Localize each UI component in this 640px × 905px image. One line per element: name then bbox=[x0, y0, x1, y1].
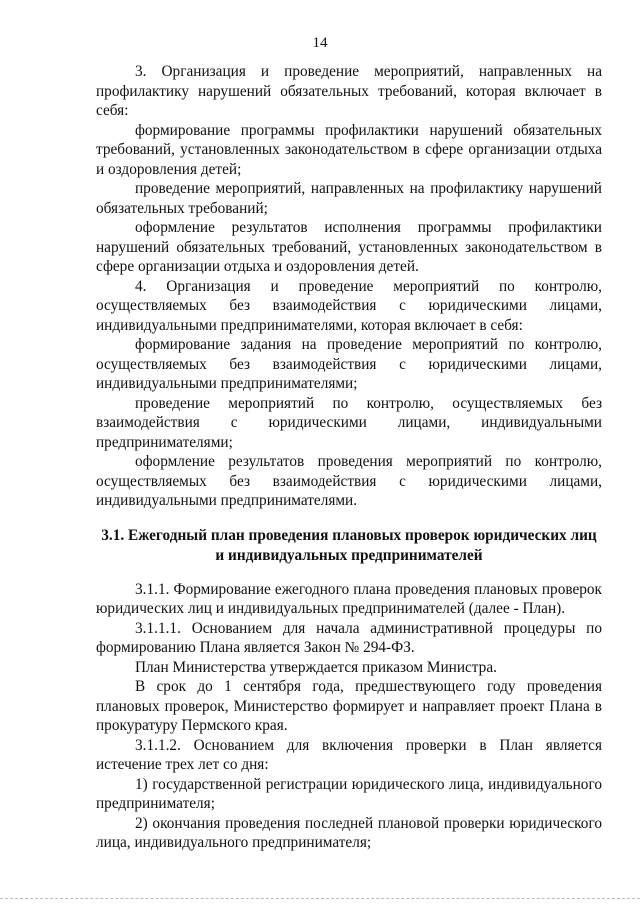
paragraph: 3.1.1. Формирование ежегодного плана проведения плановых проверок юридических лиц и индивидуальных предпринимателей (далее - План). bbox=[96, 580, 602, 617]
paragraph: проведение мероприятий, направленных на профилактику нарушений обязательных требований; bbox=[96, 180, 602, 217]
section-heading: 3.1. Ежегодный план проведения плановых проверок юридических лиц и индивидуальных предпринимателей bbox=[101, 526, 597, 564]
paragraph: проведение мероприятий по контролю, осуществляемых без взаимодействия с юридическими лицами, индивидуальными предпринимателями; bbox=[96, 394, 602, 451]
paragraph: В срок до 1 сентября года, предшествующего году проведения плановых проверок, Министерство формирует и направляет проект Плана в прокуратуру Пермского края. bbox=[96, 678, 602, 734]
paragraph: формирование программы профилактики нарушений обязательных требований, установленных законодательством в сфере организации отдыха и оздоровления детей; bbox=[96, 121, 602, 178]
paragraph: 3.1.1.1. Основанием для начала административной процедуры по формированию Плана является Закон № 294-ФЗ. bbox=[96, 619, 602, 656]
paragraph: 4. Организация и проведение мероприятий по контролю, осуществляемых без взаимодействия с юридическими лицами, индивидуальными предпринимателями, которая включает в себя: bbox=[96, 277, 602, 334]
paragraph: формирование задания на проведение мероприятий по контролю, осуществляемых без взаимодействия с юридическими лицами, индивидуальными предпринимателями; bbox=[96, 336, 602, 392]
list-item: 1) государственной регистрации юридического лица, индивидуального предпринимателя; bbox=[96, 775, 602, 812]
page-number: 14 bbox=[312, 35, 328, 51]
paragraph: оформление результатов проведения мероприятий по контролю, осуществляемых без взаимодействия с юридическими лицами, индивидуальными предпринимателями. bbox=[96, 453, 602, 509]
paragraph: 3. Организация и проведение мероприятий, направленных на профилактику нарушений обязательных требований, которая включает в себя: bbox=[96, 63, 602, 119]
paragraph: 3.1.1.2. Основанием для включения проверки в План является истечение трех лет со дня: bbox=[96, 736, 602, 773]
document-body bbox=[96, 62, 602, 853]
paragraph: оформление результатов исполнения программы профилактики нарушений обязательных требований, установленных законодательством в сфере организации отдыха и оздоровления детей. bbox=[96, 219, 602, 275]
list-item: 2) окончания проведения последней плановой проверки юридического лица, индивидуального предпринимателя; bbox=[96, 814, 602, 851]
paragraph: План Министерства утверждается приказом Министра. bbox=[135, 658, 497, 676]
scan-edge-divider bbox=[0, 898, 640, 899]
